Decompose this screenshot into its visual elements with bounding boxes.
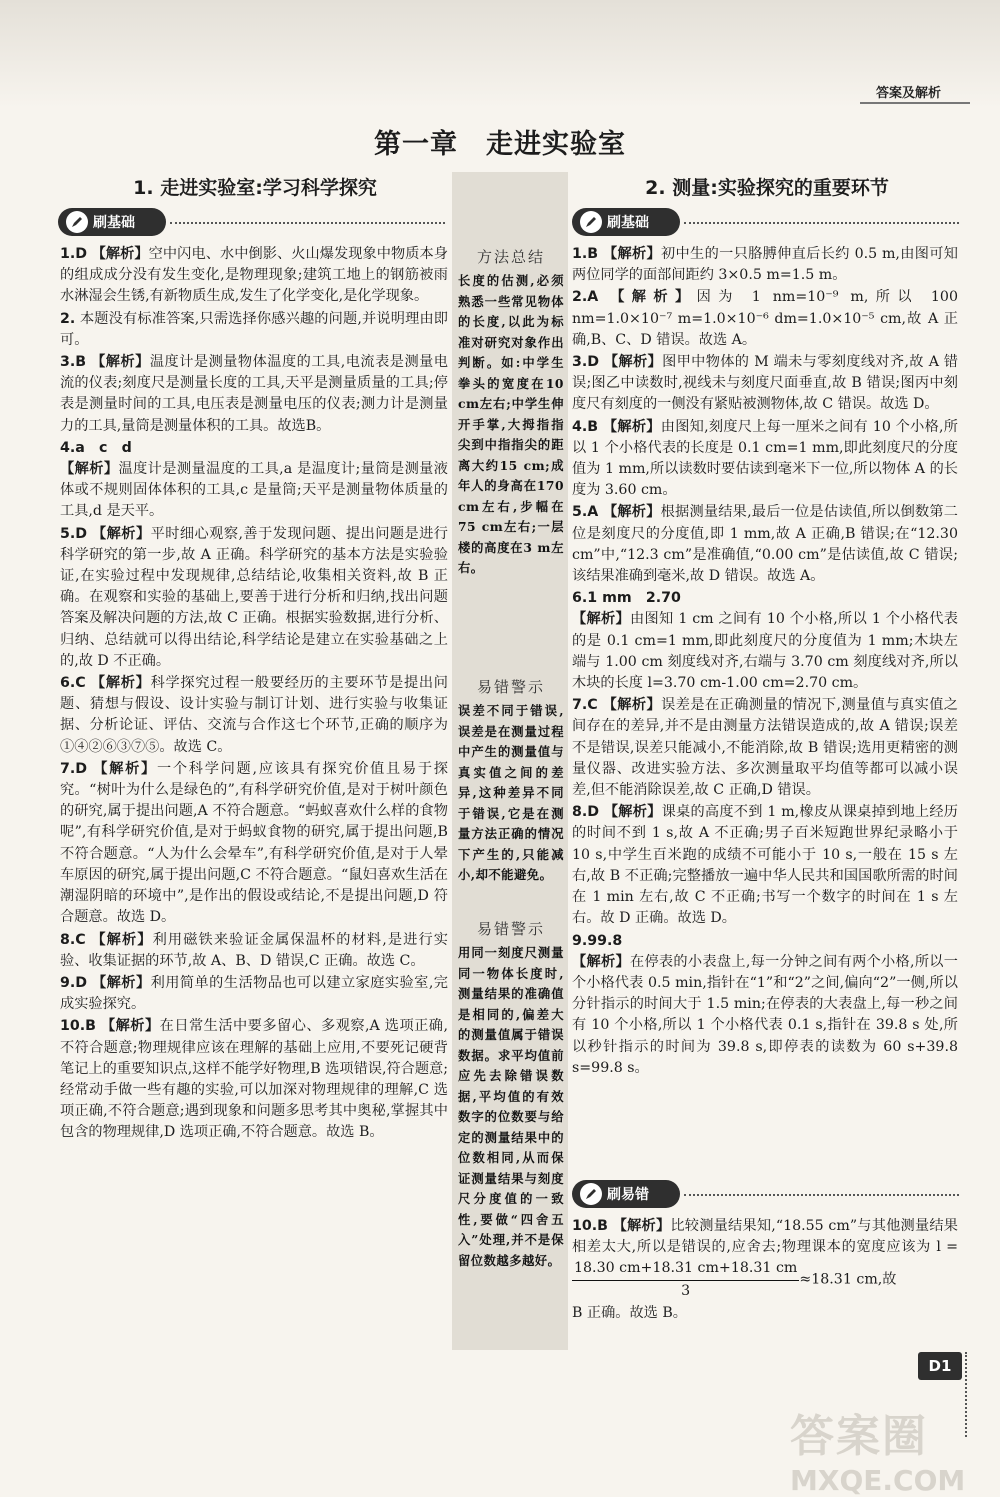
right-badge-rule <box>684 222 959 224</box>
right-badge <box>572 208 680 236</box>
left-badge <box>58 208 166 236</box>
right-badge-2 <box>572 1180 680 1208</box>
answer-item <box>572 802 958 929</box>
item-number: 1. <box>60 246 76 262</box>
item-number: 7. <box>572 697 588 714</box>
fraction-denominator: 3 <box>681 1282 691 1299</box>
right-badge-label: 刷基础 <box>607 215 649 231</box>
item-explain-label: 【解析】 <box>572 953 630 970</box>
item-answer: D <box>75 525 88 542</box>
item-text-tail: ≈18.31 cm,故 <box>799 1272 897 1289</box>
item-answer: D <box>587 354 600 371</box>
item-explain-label: 【解析】 <box>91 354 150 371</box>
item-answer: B <box>75 354 87 371</box>
item-answer: B <box>85 1018 96 1035</box>
item-text: 一个科学问题,应该具有探究价值且易于探究。“树叶为什么是绿色的”,有科学研究价值,是对于树叶颜色的研究,属于提出问题,A 不符合题意。“蚂蚁喜欢什么样的食物呢”,有科学研究价值,是对于蚂蚁食物的研究,属于提出问题,B 不符合题意。“人为什么会晕车”,有科学研究价值,是对于人晕车原因的研究,属于提出问题,C 不符合题意。“鼠妇喜欢生活在潮湿阴暗的环境中”,是作出的假设或结论,不是提出问题,D 符合题意。故选 D。 <box>60 760 448 926</box>
item-text: 平时细心观察,善于发现问题、提出问题是进行科学研究的第一步,故 A 正确。科学研究的基本方法是实验验证,在实验过程中发现规律,总结结论,收集相关资料,故 B 正确。在观察和实验的基础上,要善于进行分析和归纳,找出问题答案及解决问题的方法,故 C 正确。根据实验数据,进行分析、归纳、总结就可以得出结论,科学结论是建立在实验基础之上的,故 D 不正确。 <box>60 525 448 669</box>
item-explain-label: 【解析】 <box>90 675 151 692</box>
item-number: 9. <box>572 932 588 949</box>
item-number: 2. <box>572 289 588 306</box>
item-text: 科学探究过程一般要经历的主要环节是提出问题、猜想与假设、设计实验与制订计划、进行实验与收集证据、分析论证、评估、交流与合作这七个环节,正确的顺序为①④②⑥③⑦⑤。故选 C。 <box>60 675 448 755</box>
answer-item <box>572 287 958 351</box>
page-number: D1 <box>918 1352 962 1380</box>
item-number: 2. <box>60 310 76 327</box>
item-number: 7. <box>60 760 76 777</box>
item-explain-label: 【解析】 <box>602 418 661 435</box>
left-section-title: 1. 走进实验室:学习科学探究 <box>133 177 377 199</box>
header-rule <box>860 102 970 104</box>
tip-warning-2-title: 易错警示 <box>476 920 545 938</box>
item-explain-label: 【解析】 <box>93 760 157 777</box>
answer-item <box>572 588 958 694</box>
left-badge-label: 刷基础 <box>93 215 135 231</box>
item-answer: 99.8 <box>587 932 623 949</box>
tip-warning-1-title: 易错警示 <box>476 678 545 696</box>
tip-warning-1-text: 误差不同于错误,误差是在测量过程中产生的测量值与真实值之间的差异,这种差异不同于错误,它是在测量方法正确的情况下产生的,只能减小,却不能避免。 <box>458 703 564 882</box>
item-text: 根据测量结果,最后一位是估读值,所以倒数第二位是刻度尺的分度值,即 1 mm,故 A 正确,B 错误;在“12.30 cm”中,“12.3 cm”是准确值,“0.00 cm”是估读值,故 C 错误;该结果准确到毫米,故 D 错误。故选 A。 <box>572 504 958 585</box>
left-answers <box>60 244 448 1145</box>
item-answer: C <box>587 697 598 714</box>
item-text: 初中生的一只胳膊伸直后长约 0.5 m,由图可知两位同学的面部间距约 3×0.5 m=1.5 m。 <box>572 246 958 284</box>
item-explain-label: 【解析】 <box>91 246 149 262</box>
watermark <box>790 1400 990 1497</box>
right-badge-2-label: 刷易错 <box>607 1187 649 1203</box>
item-text: 利用简单的生活物品也可以建立家庭实验室,完成实验探究。 <box>60 974 448 1013</box>
item-text: 利用磁铁来验证金属保温杯的材料,是进行实验、收集证据的环节,故 A、B、D 错误,C 正确。故选 C。 <box>60 931 448 969</box>
item-answer: C <box>75 931 86 948</box>
item-answer: A <box>587 289 599 306</box>
tip-warning-1 <box>458 676 564 886</box>
pen-icon <box>66 211 88 233</box>
item-text: 误差是在正确测量的情况下,测量值与真实值之间存在的差异,并不是由测量方法错误造成的,故 A 错误;误差不是错误,误差只能减小,不能消除,故 B 错误;选用更精密的测量仪器、改进实验方法、多次测量取平均值等都可以减小误差,但不能消除误差,故 C 正确,D 错误。 <box>572 697 958 799</box>
item-answer: B <box>597 1218 608 1234</box>
item-answer: D <box>75 974 88 991</box>
answer-item <box>60 352 448 437</box>
item-text-end: B 正确。故选 B。 <box>572 1304 687 1321</box>
item-explain-label: 【解析】 <box>92 974 151 991</box>
item-answer: a c d <box>75 439 132 456</box>
item-explain-label: 【解析】 <box>602 697 662 714</box>
item-number: 6. <box>60 675 76 692</box>
tip-warning-2-text: 用同一刻度尺测量同一物体长度时,测量结果的准确值是相同的,偏差大的测量值属于错误数据。求平均值前应先去除错误数据,平均值的有效数字的位数要与给定的测量结果中的位数相同,从而保证测量结果与刻度尺分度值的一致性,要做“四舍五入”处理,并不是保留位数越多越好。 <box>458 945 564 1268</box>
answer-item <box>60 673 448 758</box>
item-text: 空中闪电、水中倒影、火山爆发现象中物质本身的组成成分没有发生变化,是物理现象;建筑工地上的钢筋被雨水淋湿会生锈,有新物质生成,发生了化学变化,是化学现象。 <box>60 246 448 305</box>
item-explain-label: 【解析】 <box>60 461 119 478</box>
item-text: 温度计是测量物体温度的工具,电流表是测量电流的仪表;刻度尺是测量长度的工具,天平是测量质量的工具;停表是测量时间的工具,电压表是测量电压的仪表;测力计是测量力的工具,量筒是测量体积的工具。故选B。 <box>60 354 448 434</box>
right-answers <box>572 244 958 1080</box>
right-section-title: 2. 测量:实验探究的重要环节 <box>645 177 889 199</box>
answer-item <box>572 695 958 801</box>
item-text: 在日常生活中要多留心、多观察,A 选项正确,不符合题意;物理规律应该在理解的基础上应用,不要死记硬背笔记上的重要知识点,这样不能学好物理,B 选项错误,符合题意;经常动手做一些有趣的实验,可以加深对物理规律的理解,C 选项正确,不符合题意;遇到现象和问题多思考其中奥秘,掌握其中包含的物理规律,D 选项正确,不符合题意。故选 B。 <box>60 1018 448 1141</box>
tip-warning-2 <box>458 918 564 1271</box>
item-number: 5. <box>60 525 76 542</box>
item-answer: A <box>587 504 599 521</box>
answer-item <box>572 502 958 587</box>
tip-method-text: 长度的估测,必须熟悉一些常见物体的长度,以此为标准对研究对象作出判断。如:中学生拳头的宽度在10 cm左右;中学生伸开手掌,大拇指指尖到中指指尖的距离大约15 cm;成年人的身高在170 cm左右,步幅在75 cm左右;一层楼的高度在3 m左右。 <box>458 273 564 575</box>
watermark-logo: 答案圈 <box>790 1411 928 1462</box>
item-number: 3. <box>60 354 76 371</box>
answer-item <box>60 438 448 523</box>
item-text: 由图知,刻度尺上每一厘米之间有 10 个小格,所以 1 个小格代表的长度是 0.1 cm=1 mm,即此刻度尺的分度值为 1 mm,所以读数时要估读到毫米下一位,所以物体 A 的长度为 3.60 cm。 <box>572 418 958 499</box>
answer-item <box>60 1016 448 1143</box>
answer-item <box>60 524 448 672</box>
item-text: 因为 1 nm=10⁻⁹ m,所以 100 nm=1.0×10⁻⁷ m=1.0×10⁻⁶ dm=1.0×10⁻⁵ cm,故 A 正确,B、C、D 错误。故选 A。 <box>572 289 958 348</box>
item-answer: B <box>587 418 599 435</box>
item-text: 图甲中物体的 M 端未与零刻度线对齐,故 A 错误;图乙中读数时,视线未与刻度尺面垂直,故 B 错误;图丙中刻度尺有刻度的一侧没有紧贴被测物体,故 C 错误。故选 D。 <box>572 354 958 413</box>
answer-item <box>60 244 448 308</box>
item-answer: D <box>75 760 88 777</box>
watermark-url: MXQE.COM <box>790 1464 966 1497</box>
right-badge-2-rule <box>684 1194 959 1196</box>
answer-item <box>572 244 958 286</box>
item-explain-label: 【解析】 <box>602 246 662 262</box>
pen-icon <box>580 1183 602 1205</box>
item-explain-label: 【解析】 <box>572 611 631 628</box>
item-explain-label: 【解析】 <box>92 525 151 542</box>
answer-item <box>60 759 448 929</box>
average-fraction <box>572 1258 799 1301</box>
item-text: 课桌的高度不到 1 m,橡皮从课桌掉到地上经历的时间不到 1 s,故 A 不正确;男子百米短跑世界纪录略小于 10 s,中学生百米跑的成绩不可能小于 10 s,一般在 15 s 左右,故 B 不正确;完整播放一遍中华人民共和国国歌所需的时间在 1 min 左右,故 C 不正确;书写一个数字的时间在 1 s 左右。故 D 正确。故选 D。 <box>572 804 958 927</box>
item-number: 5. <box>572 504 588 521</box>
item-number: 10. <box>572 1218 598 1234</box>
item-explain-label: 【解析】 <box>603 804 662 821</box>
item-answer: D <box>587 804 600 821</box>
item-answer: C <box>75 675 86 692</box>
item-explain-label: 【解析】 <box>602 504 661 521</box>
item-explain-label: 【解析】 <box>610 289 697 306</box>
item-number: 10. <box>60 1018 86 1035</box>
item-number: 8. <box>60 931 76 948</box>
item-text: 温度计是测量温度的工具,a 是温度计;量筒是测量液体或不规则固体体积的工具,c 是量筒;天平是测量物体质量的工具,d 是天平。 <box>60 461 448 520</box>
item-number: 4. <box>60 439 76 456</box>
item-number: 6. <box>572 590 588 607</box>
answer-item <box>60 309 448 351</box>
chapter-title: 第一章 走进实验室 <box>374 129 626 160</box>
answer-item-10-right <box>572 1216 958 1324</box>
item-answer: D <box>75 246 88 262</box>
item-number: 8. <box>572 804 588 821</box>
item-text: 由图知 1 cm 之间有 10 个小格,所以 1 个小格代表的是 0.1 cm=1 mm,即此刻度尺的分度值为 1 mm;木块左端与 1.00 cm 刻度线对齐,右端与 3.70 cm 刻度线对齐,所以木块的长度 l=3.70 cm-1.00 cm=2.70 cm。 <box>572 611 958 692</box>
pen-icon <box>580 211 602 233</box>
answer-item <box>572 352 958 416</box>
answer-item <box>572 417 958 502</box>
tip-method-title: 方法总结 <box>476 248 545 266</box>
item-number: 9. <box>60 974 76 991</box>
left-badge-rule <box>170 222 445 224</box>
top-band <box>0 0 1000 108</box>
item-explain-label: 【解析】 <box>91 931 153 948</box>
item-number: 1. <box>572 246 588 262</box>
item-explain-label: 【解析】 <box>612 1218 671 1234</box>
answer-item <box>60 973 448 1015</box>
item-number: 4. <box>572 418 588 435</box>
item-answer: 1 mm 2.70 <box>587 590 681 607</box>
item-text: 在停表的小表盘上,每一分钟之间有两个小格,所以一个小格代表 0.5 min,指针在“1”和“2”之间,偏向“2”一侧,所以分针指示的时间大于 1.5 min;在停表的大表盘上,每一秒之间有 10 个小格,所以 1 个小格代表 0.1 s,指针在 39.8 s 处,所以秒针指示的时间为 39.8 s,即停表的读数为 60 s+39.8 s=99.8 s。 <box>572 953 958 1076</box>
item-explain-label: 【解析】 <box>603 354 663 371</box>
tip-method <box>458 246 564 579</box>
answer-item <box>60 930 448 972</box>
item-explain-label: 【解析】 <box>100 1018 160 1035</box>
item-text: 本题没有标准答案,只需选择你感兴趣的问题,并说明理由即可。 <box>60 310 448 348</box>
item-text: 比较测量结果知,“18.55 cm”与其他测量结果相差太大,所以是错误的,应舍去;物理课本的宽度应该为 l = <box>572 1218 958 1256</box>
item-number: 3. <box>572 354 588 371</box>
header-label: 答案及解析 <box>876 86 942 101</box>
fraction-numerator: 18.30 cm+18.31 cm+18.31 cm <box>572 1258 799 1280</box>
item-answer: B <box>587 246 599 262</box>
answer-item <box>572 931 958 1079</box>
